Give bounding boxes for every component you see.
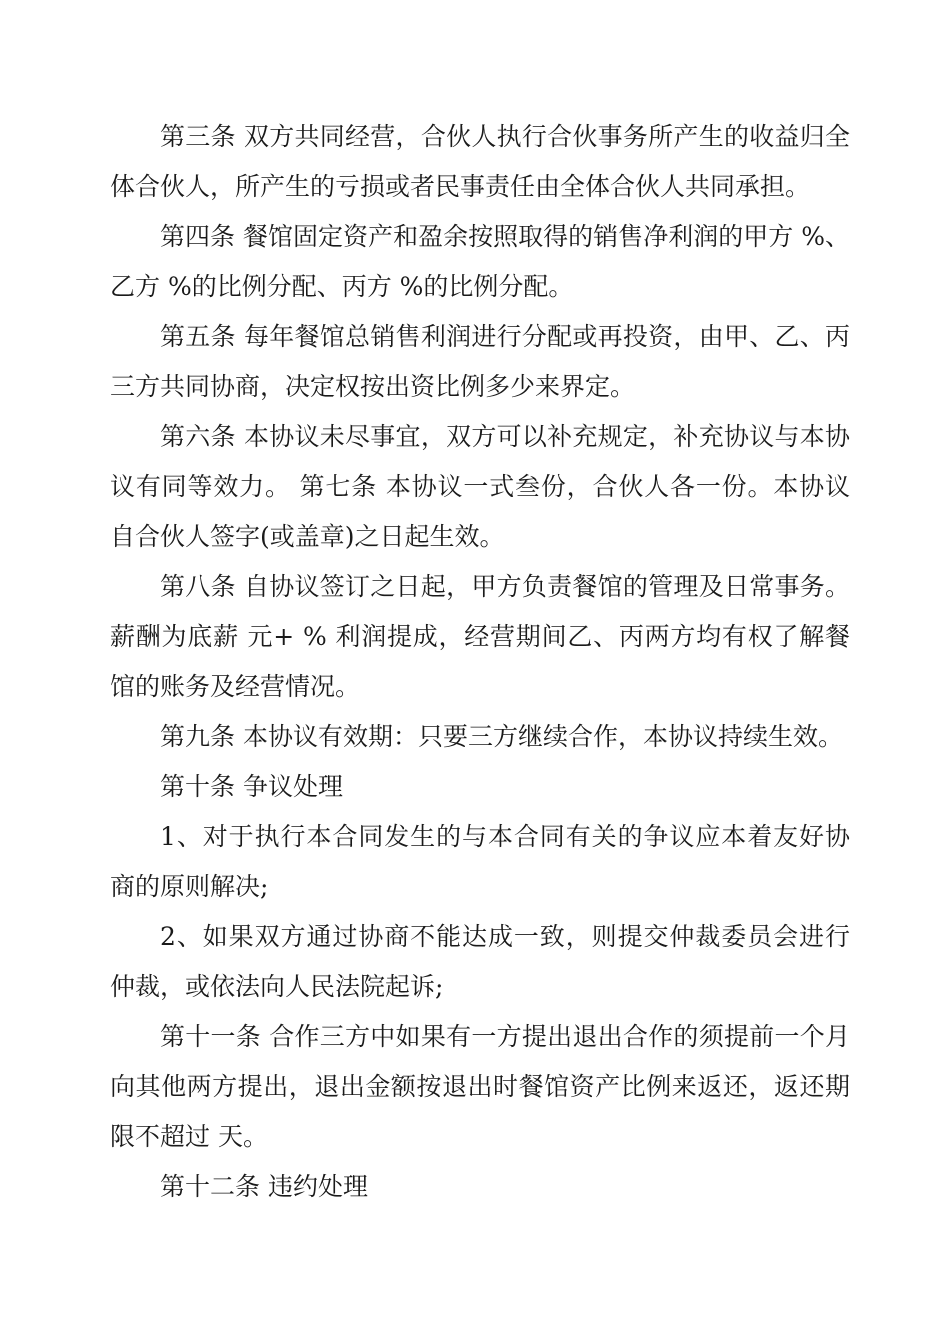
article-3-paragraph: 第三条 双方共同经营，合伙人执行合伙事务所产生的收益归全体合伙人，所产生的亏损或者民事责任由全体合伙人共同承担。 [110,122,850,201]
dispute-item-2: 2、如果双方通过协商不能达成一致，则提交仲裁委员会进行仲裁，或依法向人民法院起诉; [110,922,850,1001]
article-12-heading: 第十二条 违约处理 [160,1172,368,1201]
article-9-paragraph: 第九条 本协议有效期：只要三方继续合作，本协议持续生效。 [160,722,843,751]
article-10-heading: 第十条 争议处理 [160,772,343,801]
dispute-item-1: 1、对于执行本合同发生的与本合同有关的争议应本着友好协商的原则解决; [110,822,850,901]
document-body [110,112,850,1212]
article-4-paragraph: 第四条 餐馆固定资产和盈余按照取得的销售净利润的甲方 %、乙方 %的比例分配、丙方 %的比例分配。 [110,222,850,301]
article-6-7-paragraph: 第六条 本协议未尽事宜，双方可以补充规定，补充协议与本协议有同等效力。 第七条 本协议一式叁份，合伙人各一份。本协议自合伙人签字(或盖章)之日起生效。 [110,422,850,551]
article-8-paragraph: 第八条 自协议签订之日起，甲方负责餐馆的管理及日常事务。薪酬为底薪 元+ % 利润提成，经营期间乙、丙两方均有权了解餐馆的账务及经营情况。 [110,572,850,701]
article-11-paragraph: 第十一条 合作三方中如果有一方提出退出合作的须提前一个月向其他两方提出，退出金额按退出时餐馆资产比例来返还，返还期限不超过 天。 [110,1022,850,1151]
article-5-paragraph: 第五条 每年餐馆总销售利润进行分配或再投资，由甲、乙、丙三方共同协商，决定权按出资比例多少来界定。 [110,322,850,401]
